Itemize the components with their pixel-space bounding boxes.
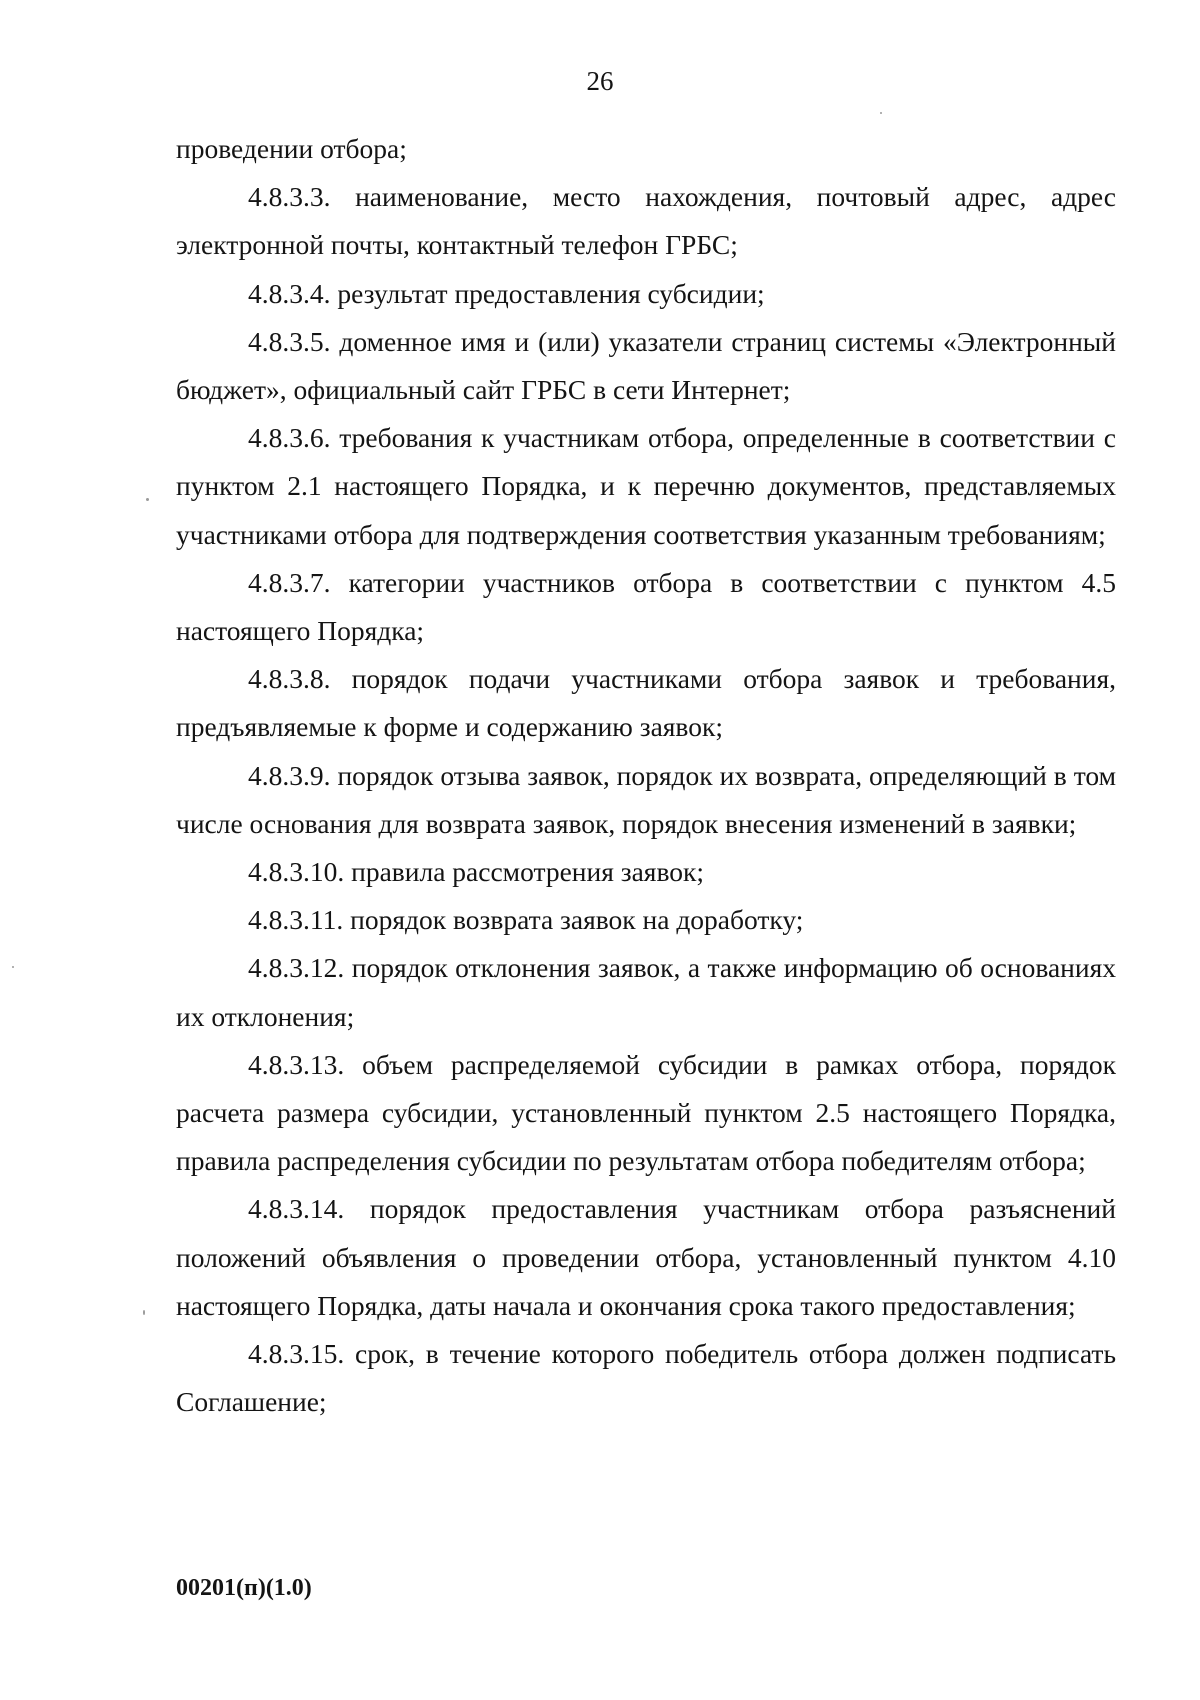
paragraph-4-8-3-12: 4.8.3.12. порядок отклонения заявок, а также информацию об основаниях их отклонения;: [176, 952, 1116, 1032]
paragraph-4-8-3-8: 4.8.3.8. порядок подачи участниками отбора заявок и требования, предъявляемые к форме и содержанию заявок;: [176, 663, 1116, 743]
paragraph-4-8-3-7: 4.8.3.7. категории участников отбора в соответствии с пунктом 4.5 настоящего Порядка;: [176, 566, 1116, 647]
document-code: 00201(п)(1.0): [176, 1575, 312, 1601]
paragraph-continuation: проведении отбора;: [176, 133, 407, 164]
document-body: [176, 125, 1116, 1426]
paragraph-4-8-3-10: 4.8.3.10. правила рассмотрения заявок;: [248, 856, 704, 888]
paragraph-4-8-3-4: 4.8.3.4. результат предоставления субсидии;: [248, 277, 765, 309]
paragraph-4-8-3-3: 4.8.3.3. наименование, место нахождения, почтовый адрес, адрес электронной почты, контактный телефон ГРБС;: [176, 181, 1116, 261]
scan-speck: [12, 966, 14, 968]
paragraph-4-8-3-5: 4.8.3.5. доменное имя и (или) указатели страниц системы «Электронный бюджет», официальный сайт ГРБС в сети Интернет;: [176, 325, 1116, 406]
paragraph-4-8-3-14: 4.8.3.14. порядок предоставления участникам отбора разъяснений положений объявления о проведении отбора, установленный пунктом 4.10 настоящего Порядка, даты начала и окончания срока такого предоставления;: [176, 1193, 1116, 1321]
scan-speck: [146, 498, 149, 501]
paragraph-4-8-3-11: 4.8.3.11. порядок возврата заявок на доработку;: [248, 904, 804, 936]
scan-speck: [880, 112, 882, 114]
paragraph-4-8-3-9: 4.8.3.9. порядок отзыва заявок, порядок их возврата, определяющий в том числе основания для возврата заявок, порядок внесения изменений в заявки;: [176, 759, 1116, 839]
page-number: 26: [586, 66, 614, 96]
paragraph-4-8-3-13: 4.8.3.13. объем распределяемой субсидии в рамках отбора, порядок расчета размера субсидии, установленный пунктом 2.5 настоящего Порядка, правила распределения субсидии по результатам отбора победителям отбора;: [176, 1048, 1116, 1177]
paragraph-4-8-3-6: 4.8.3.6. требования к участникам отбора, определенные в соответствии с пунктом 2.1 настоящего Порядка, и к перечню документов, представляемых участниками отбора для подтверждения соответствия указанным требованиям;: [176, 422, 1116, 550]
scan-speck: [143, 1310, 145, 1315]
paragraph-4-8-3-15: 4.8.3.15. срок, в течение которого победитель отбора должен подписать Соглашение;: [176, 1338, 1116, 1418]
